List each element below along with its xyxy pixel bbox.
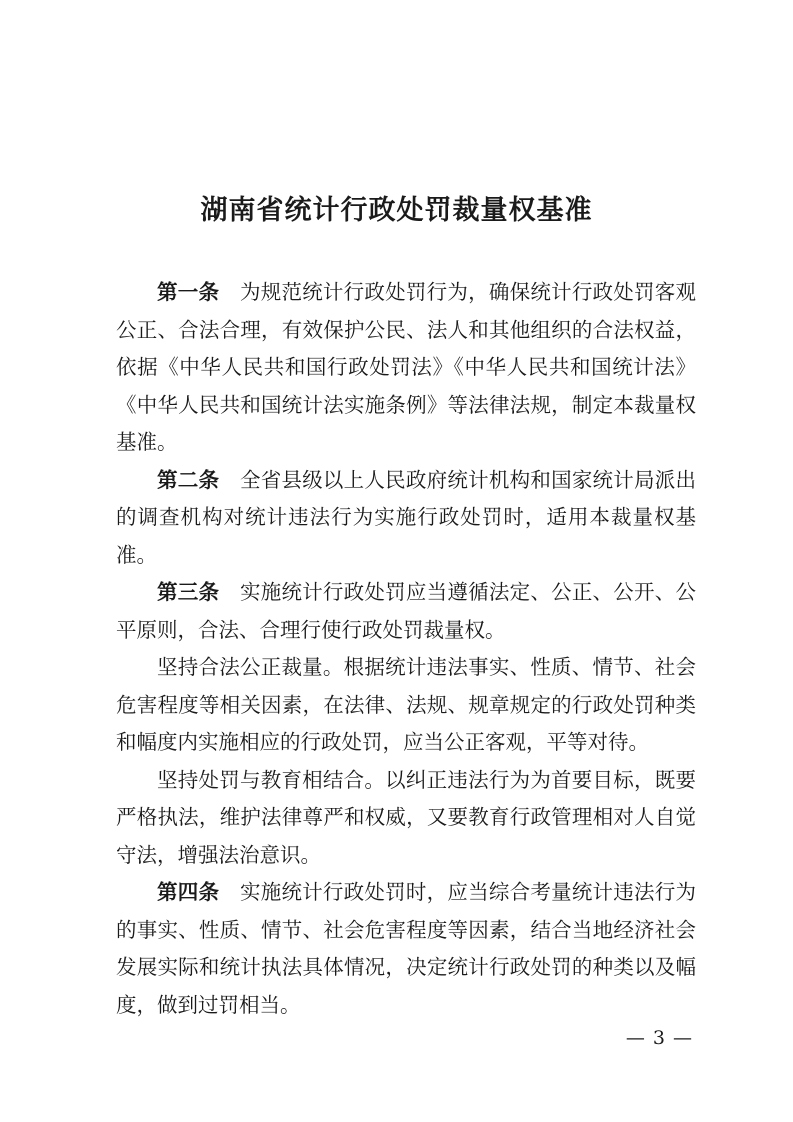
paragraph-article-2 xyxy=(116,462,696,575)
paragraph-text: 实施统计行政处罚应当遵循法定、公正、公开、公平原则，合法、合理行使行政处罚裁量权。 xyxy=(116,580,697,642)
page-number: — 3 — xyxy=(625,1027,693,1049)
article-heading: 第二条 xyxy=(157,467,220,492)
paragraph-text: 全省县级以上人民政府统计机构和国家统计局派出的调查机构对统计违法行为实施行政处罚时，适用本裁量权基准。 xyxy=(116,467,697,567)
article-heading: 第三条 xyxy=(157,580,220,604)
paragraph-text: 实施统计行政处罚时，应当综合考量统计违法行为的事实、性质、情节、社会危害程度等因素，结合当地经济社会发展实际和统计执法具体情况，决定统计行政处罚的种类以及幅度，做到过罚相当。 xyxy=(116,880,697,1017)
document-body xyxy=(116,274,696,1024)
paragraph-article-4 xyxy=(116,874,696,1024)
paragraph-principle-fairness xyxy=(116,649,696,762)
article-heading: 第一条 xyxy=(157,280,220,304)
paragraph-article-3 xyxy=(116,574,696,649)
article-heading: 第四条 xyxy=(157,880,220,904)
document-title: 湖南省统计行政处罚裁量权基准 xyxy=(200,195,593,226)
paragraph-text: 为规范统计行政处罚行为，确保统计行政处罚客观公正、合法合理，有效保护公民、法人和其他组织的合法权益，依据《中华人民共和国行政处罚法》《中华人民共和国统计法》《中华人民共和国统计法实施条例》等法律法规，制定本裁量权基准。 xyxy=(116,280,697,454)
paragraph-text: 坚持合法公正裁量。根据统计违法事实、性质、情节、社会危害程度等相关因素，在法律、法规、规章规定的行政处罚种类和幅度内实施相应的行政处罚，应当公正客观，平等对待。 xyxy=(116,655,696,754)
paragraph-text: 坚持处罚与教育相结合。以纠正违法行为为首要目标，既要严格执法，维护法律尊严和权威，又要教育行政管理相对人自觉守法，增强法治意识。 xyxy=(116,767,696,867)
paragraph-article-1 xyxy=(116,274,696,462)
paragraph-principle-education xyxy=(116,762,696,875)
